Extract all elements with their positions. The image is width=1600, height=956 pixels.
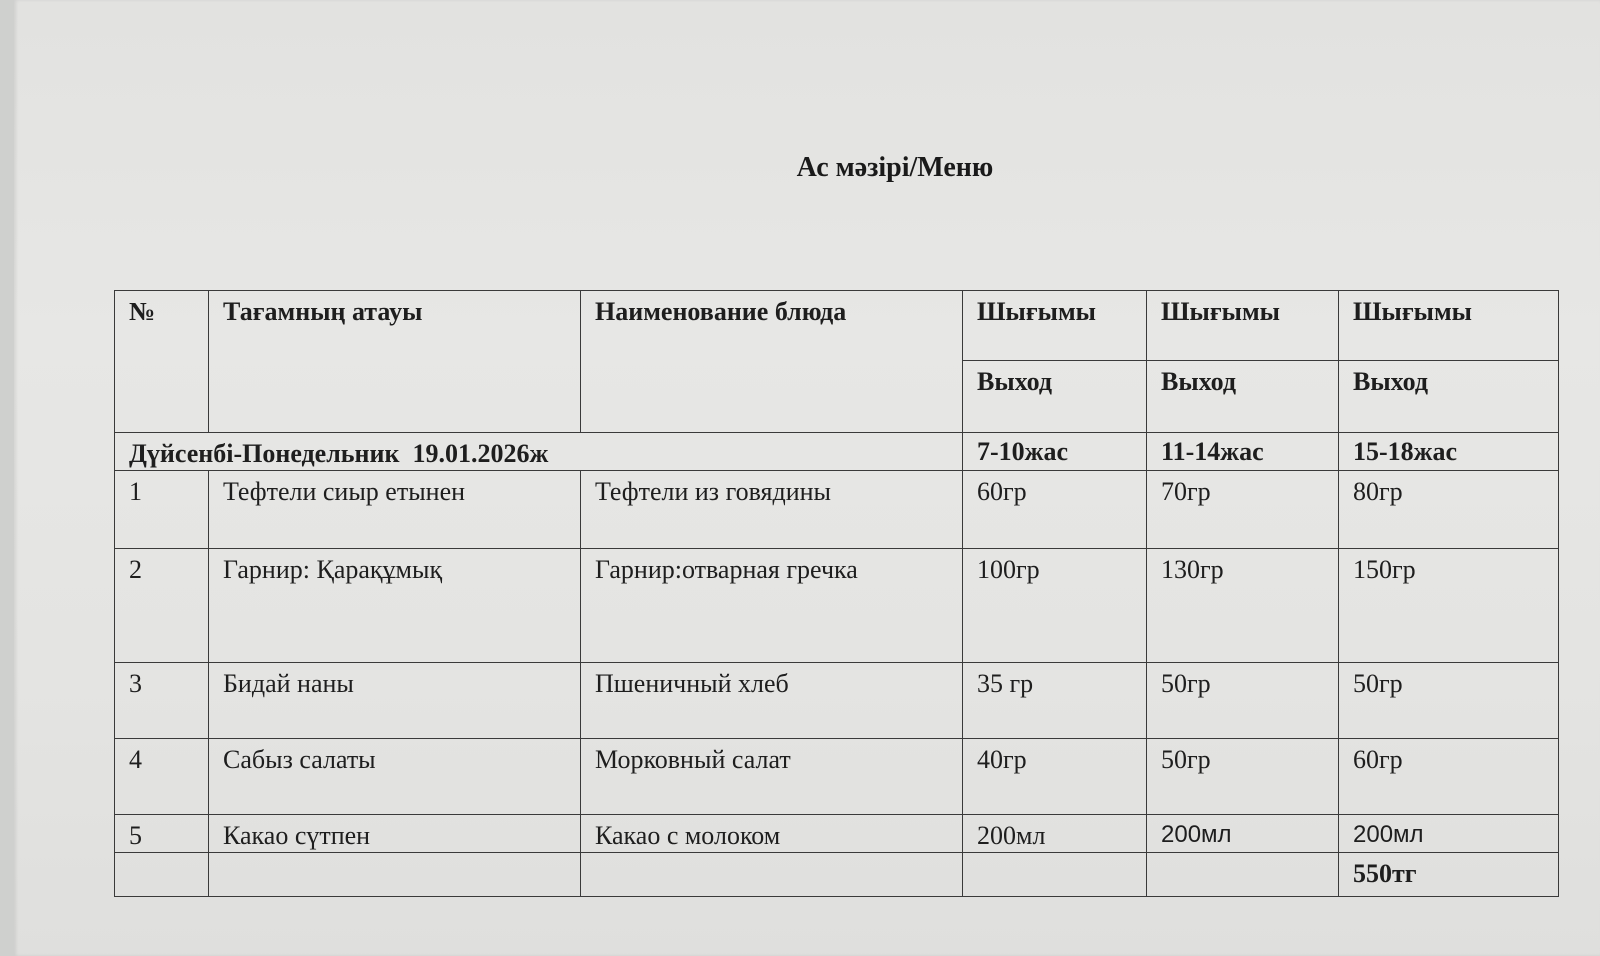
portion-cell: 200мл bbox=[1147, 815, 1339, 853]
portion-cell: 70гр bbox=[1147, 471, 1339, 549]
table-row bbox=[115, 549, 1559, 663]
dish-name-ru: Гарнир:отварная гречка bbox=[581, 549, 963, 663]
table-row bbox=[115, 815, 1559, 853]
portion-cell: 130гр bbox=[1147, 549, 1339, 663]
dish-name-kz: Сабыз салаты bbox=[209, 739, 581, 815]
empty-cell bbox=[115, 853, 209, 897]
portion-cell: 150гр bbox=[1339, 549, 1559, 663]
day-date: 19.01.2026ж bbox=[412, 439, 549, 468]
dish-name-ru: Тефтели из говядины bbox=[581, 471, 963, 549]
empty-cell bbox=[581, 853, 963, 897]
row-num: 4 bbox=[115, 739, 209, 815]
table-row bbox=[115, 471, 1559, 549]
table-row bbox=[115, 663, 1559, 739]
portion-cell: 50гр bbox=[1147, 739, 1339, 815]
portion-cell: 80гр bbox=[1339, 471, 1559, 549]
age-group: 15-18жас bbox=[1339, 433, 1559, 471]
header-row bbox=[115, 291, 1559, 361]
dish-name-ru: Пшеничный хлеб bbox=[581, 663, 963, 739]
dish-name-ru: Морковный салат bbox=[581, 739, 963, 815]
header-output-kz: Шығымы bbox=[963, 291, 1147, 361]
empty-cell bbox=[1147, 853, 1339, 897]
portion-cell: 200мл bbox=[963, 815, 1147, 853]
header-output-kz: Шығымы bbox=[1147, 291, 1339, 361]
header-output-kz: Шығымы bbox=[1339, 291, 1559, 361]
header-output-ru: Выход bbox=[1339, 361, 1559, 433]
day-name: Дүйсенбі-Понедельник bbox=[129, 439, 400, 468]
menu-table bbox=[114, 290, 1559, 897]
total-row bbox=[115, 853, 1559, 897]
portion-cell: 50гр bbox=[1147, 663, 1339, 739]
dish-name-kz: Гарнир: Қарақұмық bbox=[209, 549, 581, 663]
age-group: 7-10жас bbox=[963, 433, 1147, 471]
day-row bbox=[115, 433, 1559, 471]
dish-name-kz: Какао сүтпен bbox=[209, 815, 581, 853]
header-num: № bbox=[115, 291, 209, 433]
empty-cell bbox=[209, 853, 581, 897]
portion-cell: 60гр bbox=[1339, 739, 1559, 815]
header-name-ru: Наименование блюда bbox=[581, 291, 963, 433]
portion-cell: 40гр bbox=[963, 739, 1147, 815]
portion-cell: 200мл bbox=[1339, 815, 1559, 853]
portion-cell: 60гр bbox=[963, 471, 1147, 549]
portion-cell: 50гр bbox=[1339, 663, 1559, 739]
empty-cell bbox=[963, 853, 1147, 897]
total-price: 550тг bbox=[1339, 853, 1559, 897]
day-cell bbox=[115, 433, 963, 471]
row-num: 3 bbox=[115, 663, 209, 739]
row-num: 1 bbox=[115, 471, 209, 549]
dish-name-ru: Какао с молоком bbox=[581, 815, 963, 853]
document-title: Ас мәзірі/Меню bbox=[796, 152, 994, 183]
dish-name-kz: Бидай наны bbox=[209, 663, 581, 739]
header-name-kz: Тағамның атауы bbox=[209, 291, 581, 433]
row-num: 2 bbox=[115, 549, 209, 663]
age-group: 11-14жас bbox=[1147, 433, 1339, 471]
portion-cell: 100гр bbox=[963, 549, 1147, 663]
header-output-ru: Выход bbox=[963, 361, 1147, 433]
table-row bbox=[115, 739, 1559, 815]
header-output-ru: Выход bbox=[1147, 361, 1339, 433]
portion-cell: 35 гр bbox=[963, 663, 1147, 739]
row-num: 5 bbox=[115, 815, 209, 853]
dish-name-kz: Тефтели сиыр етынен bbox=[209, 471, 581, 549]
